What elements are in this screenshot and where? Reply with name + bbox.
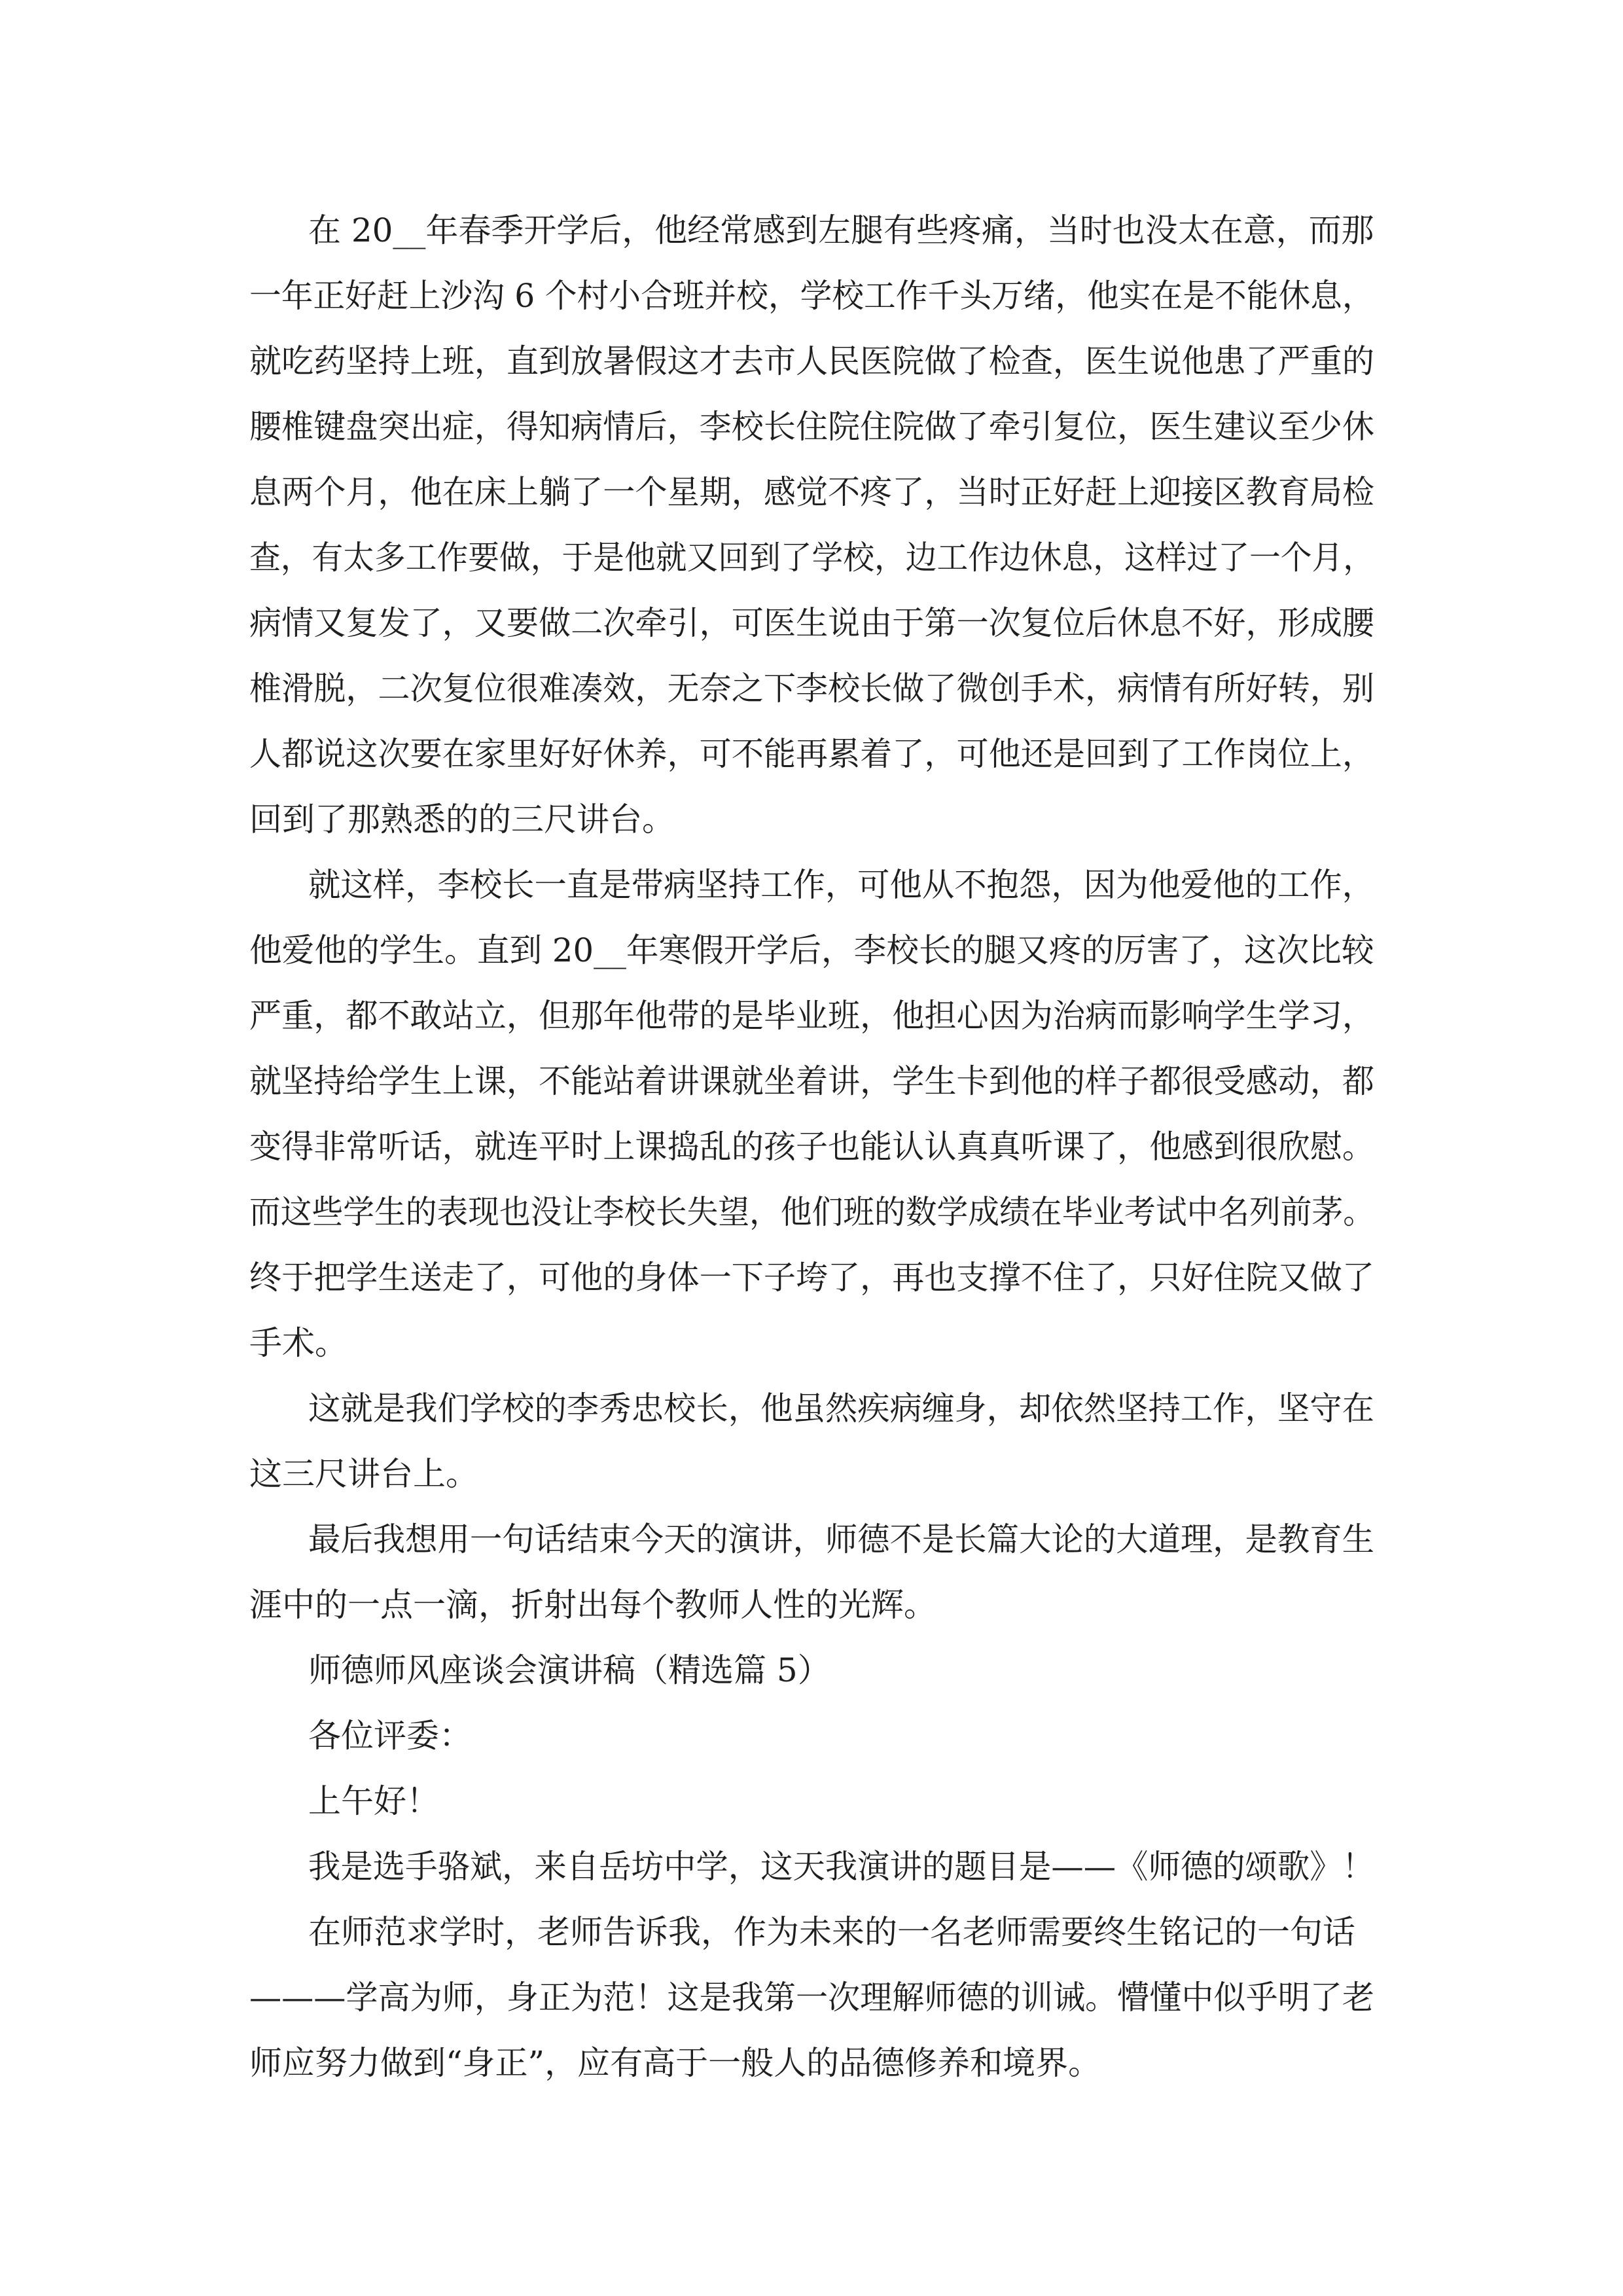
text-line: 手术。 — [249, 1324, 348, 1362]
text-line: 我是选手骆斌，来自岳坊中学，这天我演讲的题目是——《师德的颂歌》！ — [308, 1848, 1374, 1886]
salutation: 各位评委： — [308, 1717, 472, 1755]
text-line: 就坚持给学生上课，不能站着讲课就坐着讲，学生卡到他的样子都很受感动，都 — [249, 1062, 1374, 1100]
text-line: 终于把学生送走了，可他的身体一下子垮了，再也支撑不住了，只好住院又做了 — [249, 1259, 1374, 1297]
text-line: 息两个月，他在床上躺了一个星期，感觉不疼了，当时正好赶上迎接区教育局检 — [249, 473, 1374, 511]
text-line: 严重，都不敢站立，但那年他带的是毕业班，他担心因为治病而影响学生学习， — [249, 997, 1374, 1035]
text-line: 在 20__年春季开学后，他经常感到左腿有些疼痛，当时也没太在意，而那 — [308, 211, 1374, 249]
text-line: 一年正好赶上沙沟 6 个村小合班并校，学校工作千头万绪，他实在是不能休息， — [249, 277, 1374, 315]
text-line: 变得非常听话，就连平时上课捣乱的孩子也能认认真真听课了，他感到很欣慰。 — [249, 1128, 1374, 1166]
text-line: 椎滑脱，二次复位很难凑效，无奈之下李校长做了微创手术，病情有所好转，别 — [249, 670, 1374, 708]
text-line: 就吃药坚持上班，直到放暑假这才去市人民医院做了检查，医生说他患了严重的 — [249, 342, 1374, 380]
text-line: ———学高为师，身正为范！这是我第一次理解师德的训诫。懵懂中似乎明了老 — [249, 1979, 1374, 2017]
text-line: 这就是我们学校的李秀忠校长，他虽然疾病缠身，却依然坚持工作，坚守在 — [308, 1390, 1374, 1427]
text-line: 查，有太多工作要做，于是他就又回到了学校，边工作边休息，这样过了一个月， — [249, 539, 1374, 577]
text-line: 师应努力做到“身正”，应有高于一般人的品德修养和境界。 — [249, 2044, 1101, 2082]
text-line: 病情又复发了，又要做二次牵引，可医生说由于第一次复位后休息不好，形成腰 — [249, 604, 1374, 642]
greeting: 上午好！ — [308, 1782, 439, 1820]
text-line: 在师范求学时，老师告诉我，作为未来的一名老师需要终生铭记的一句话 — [308, 1913, 1355, 1951]
text-line: 就这样，李校长一直是带病坚持工作，可他从不抱怨，因为他爱他的工作， — [308, 866, 1374, 904]
text-line: 回到了那熟悉的的三尺讲台。 — [249, 800, 675, 838]
text-line: 他爱他的学生。直到 20__年寒假开学后，李校长的腿又疼的厉害了，这次比较 — [249, 931, 1374, 969]
text-line: 最后我想用一句话结束今天的演讲，师德不是长篇大论的大道理，是教育生 — [308, 1520, 1374, 1558]
text-line: 人都说这次要在家里好好休养，可不能再累着了，可他还是回到了工作岗位上， — [249, 735, 1374, 773]
text-line: 腰椎键盘突出症，得知病情后，李校长住院住院做了牵引复位，医生建议至少休 — [249, 408, 1374, 446]
section-heading: 师德师风座谈会演讲稿（精选篇 5） — [308, 1651, 830, 1689]
text-line: 涯中的一点一滴，折射出每个教师人性的光辉。 — [249, 1586, 936, 1624]
text-line: 而这些学生的表现也没让李校长失望，他们班的数学成绩在毕业考试中名列前茅。 — [249, 1193, 1374, 1231]
text-line: 这三尺讲台上。 — [249, 1455, 478, 1493]
